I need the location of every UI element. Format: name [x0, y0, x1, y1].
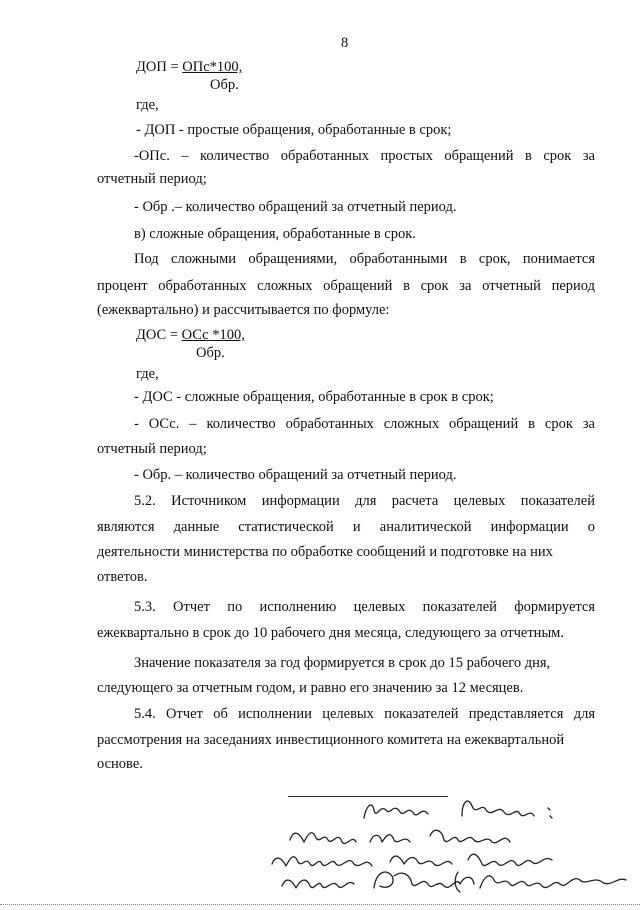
section-5-2-line1: 5.2. Источником информации для расчета целевых показателей [134, 493, 595, 509]
year-value-line2: следующего за отчетным годом, и равно его значению за 12 месяцев. [97, 680, 524, 696]
para-complex-line1: Под сложными обращениями, обработанными в срок, понимается [134, 251, 595, 267]
definition-obr-1: - Обр .– количество обращений за отчетный период. [134, 199, 457, 215]
section-5-3-line2: ежеквартально в срок до 10 рабочего дня месяца, следующего за отчетным. [97, 625, 564, 641]
definition-obr-2: - Обр. – количество обращений за отчетный период. [134, 467, 457, 483]
where-label-1: где, [136, 97, 159, 113]
para-complex-line3: (ежеквартально) и рассчитывается по формуле: [97, 302, 390, 318]
page-bottom-edge [0, 904, 640, 906]
para-complex-line2: процент обработанных сложных обращений в срок за отчетный период [97, 278, 595, 294]
formula-dos-lhs: ДОС = [136, 327, 182, 343]
formula-dop-numerator: ОПс*100, [182, 59, 243, 75]
formula-dos-numerator: ОСс *100, [181, 327, 245, 343]
section-5-4-line3: основе. [97, 756, 143, 772]
section-5-4-line1: 5.4. Отчет об исполнении целевых показателей представляется для [134, 706, 595, 722]
page-number: 8 [341, 35, 349, 51]
definition-ops-cont: отчетный период; [97, 171, 207, 187]
section-5-4-line2: рассмотрения на заседаниях инвестиционного комитета на ежеквартальной [97, 732, 565, 748]
definition-osc: - ОСс. – количество обработанных сложных обращений в срок за [134, 416, 595, 432]
section-5-2-line2: являются данные статистической и аналитической информации о [97, 519, 595, 535]
definition-dos: - ДОС - сложные обращения, обработанные в срок в срок; [134, 389, 494, 405]
handwritten-certification [262, 780, 632, 900]
definition-osc-cont: отчетный период; [97, 441, 207, 457]
formula-dop-denominator: Обр. [210, 77, 239, 93]
year-value-line1: Значение показателя за год формируется в срок до 15 рабочего дня, [134, 655, 551, 671]
section-5-3-line1: 5.3. Отчет по исполнению целевых показателей формируется [134, 599, 595, 615]
definition-ops: -ОПс. – количество обработанных простых обращений в срок за [134, 148, 595, 164]
formula-dop-lhs: ДОП = [136, 59, 183, 75]
section-5-2-line4: ответов. [97, 569, 148, 585]
formula-dos [136, 326, 245, 344]
formula-dop [136, 58, 242, 76]
item-b-heading: в) сложные обращения, обработанные в срок. [134, 226, 416, 242]
definition-dop: - ДОП - простые обращения, обработанные в срок; [136, 122, 452, 138]
where-label-2: где, [136, 366, 159, 382]
formula-dos-denominator: Обр. [196, 345, 225, 361]
section-5-2-line3: деятельности министерства по обработке сообщений и подготовке на них [97, 544, 553, 560]
